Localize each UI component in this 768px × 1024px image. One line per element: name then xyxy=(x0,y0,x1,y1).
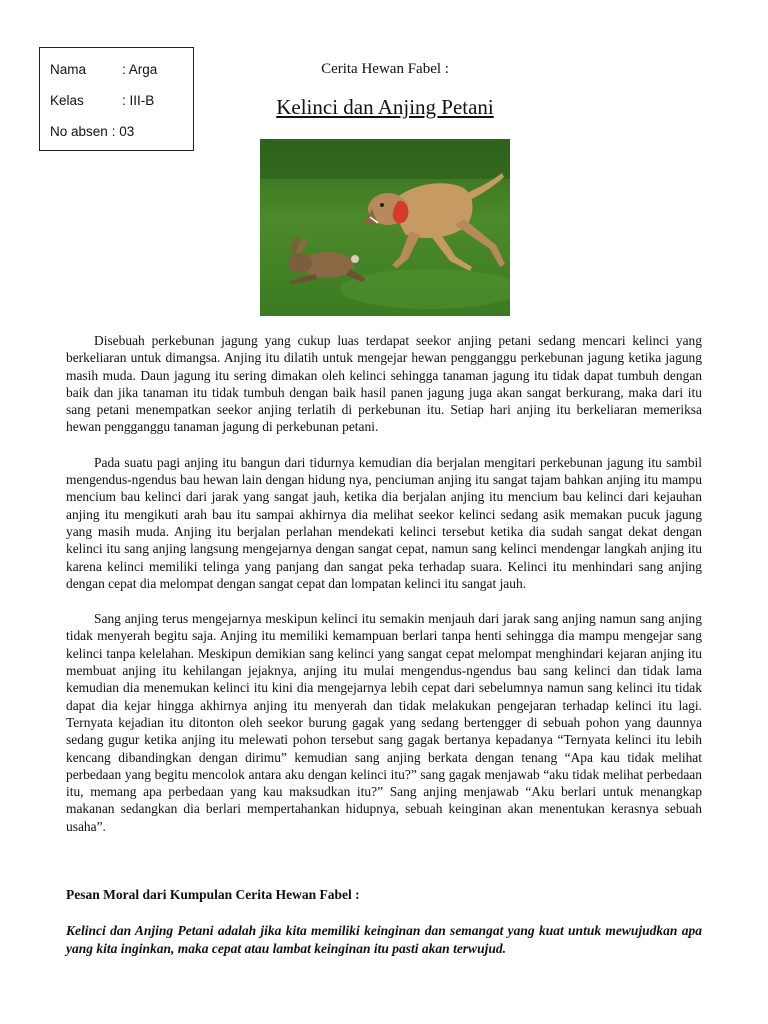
moral-heading: Pesan Moral dari Kumpulan Cerita Hewan Fabel : xyxy=(66,887,360,902)
class-label: Kelas xyxy=(50,93,84,108)
story-paragraph: Disebuah perkebunan jagung yang cukup luas terdapat seekor anjing petani sedang mencari kelinci yang berkeliaran untuk dimangsa. Anjing itu dilatih untuk mengejar hewan pengganggu perkebunan jagung ketika jagung masih muda. Daun jagung itu sering dimakan oleh kelinci sehingga tanaman jagung itu tidak dapat tumbuh dengan baik dan jika tanaman itu tidak tumbuh dengan baik hasil panen jagung juga akan sangat berkurang, maka dari itu sang petani menempatkan seekor anjing terlatih di perkebunan itu. Setiap hari anjing itu berkeliaran memeriksa hewan pengganggu tanaman jagung di perkebunan petani. xyxy=(66,333,702,435)
absent-row xyxy=(50,116,193,147)
student-info-box xyxy=(39,47,194,151)
story-series-label: Cerita Hewan Fabel : xyxy=(321,61,449,77)
name-row xyxy=(50,54,193,85)
name-label: Nama xyxy=(50,62,87,77)
story-paragraph: Pada suatu pagi anjing itu bangun dari tidurnya kemudian dia berjalan mengitari perkebunan jagung itu sambil mengendus-ngendus bau hewan lain dengan hidung nya, penciuman anjing itu sangat tajam bahkan anjing itu mampu mencium bau kelinci dari jarak yang sangat jauh, ketika dia berjalan anjing itu mencium bau kelinci dari kejauhan anjing itu mengikuti arah bau itu sampai akhirnya dia melihat seekor kelinci sedang asik memakan pucuk jagung yang masih muda. Anjing itu berjalan perlahan mendekati kelinci tersebut ketika dia sudah sangat dekat dengan kelinci itu sang anjing langsung mengejarnya dengan sangat cepat, namun sang kelinci mendengar langkah anjing itu karena kelinci memiliki telinga yang panjang dan sangat peka terhadap suara. Kelinci itu menhindari sang anjing dengan cepat dia melompat dengan sangat cepat dan lompatan kelinci itu sangat jauh. xyxy=(66,454,702,591)
moral-text: Kelinci dan Anjing Petani adalah jika kita memiliki keinginan dan semangat yang kuat untuk mewujudkan apa yang kita inginkan, maka cepat atau lambat keinginan itu pasti akan terwujud. xyxy=(66,923,702,956)
class-value: : III-B xyxy=(122,93,155,108)
story-body xyxy=(66,332,702,853)
class-row xyxy=(50,85,193,116)
name-value: : Arga xyxy=(122,62,158,77)
dog-chasing-rabbit-photo xyxy=(260,139,510,316)
absent-label: No absen xyxy=(50,124,108,139)
story-paragraph: Sang anjing terus mengejarnya meskipun kelinci itu semakin menjauh dari jarak sang anjing namun sang anjing tidak menyerah begitu saja. Anjing itu memiliki kemampuan berlari tanpa henti sehingga dia mampu mengejar sang kelinci tanpa kelelahan. Meskipun demikian sang kelinci yang sangat cepat melompat menghindari kejaran anjing itu membuat anjing itu kehilangan jejaknya, anjing itu mulai mengendus-ngendus bau sang kelinci dan tidak lama kemudian dia menemukan kelinci itu kini dia mengejarnya lebih cepat dari sebelumnya namun sang kelinci itu tidak dapat dia kejar hingga akhirnya anjing itu menyerah dan tidak melakukan pengejaran terhadap kelinci itu lagi. Ternyata kejadian itu ditonton oleh seekor burung gagak yang sedang bertengger di sebuah pohon yang daunnya sedang gugur ketika anjing itu melewati pohon tersebut sang gagak bertanya kepadanya “Ternyata kelinci itu lebih kencang dibandingkan dengan dirimu” kemudian sang anjing berkata dengan tenang “Apa kau tidak melihat perbedaan yang begitu mencolok antara aku dengan kelinci itu?” sang gagak menjawab “aku tidak melihat perbedaan itu, memang apa perbedaan yang kau maksudkan itu?” Sang anjing menjawab “Aku berlari untuk menangkap makanan sedangkan dia berlari mempertahankan hidupnya, sebuah keinginan akan menentukan kerasnya sebuah usaha”. xyxy=(66,611,702,834)
absent-value: : 03 xyxy=(111,124,135,139)
story-title: Kelinci dan Anjing Petani xyxy=(276,95,494,119)
